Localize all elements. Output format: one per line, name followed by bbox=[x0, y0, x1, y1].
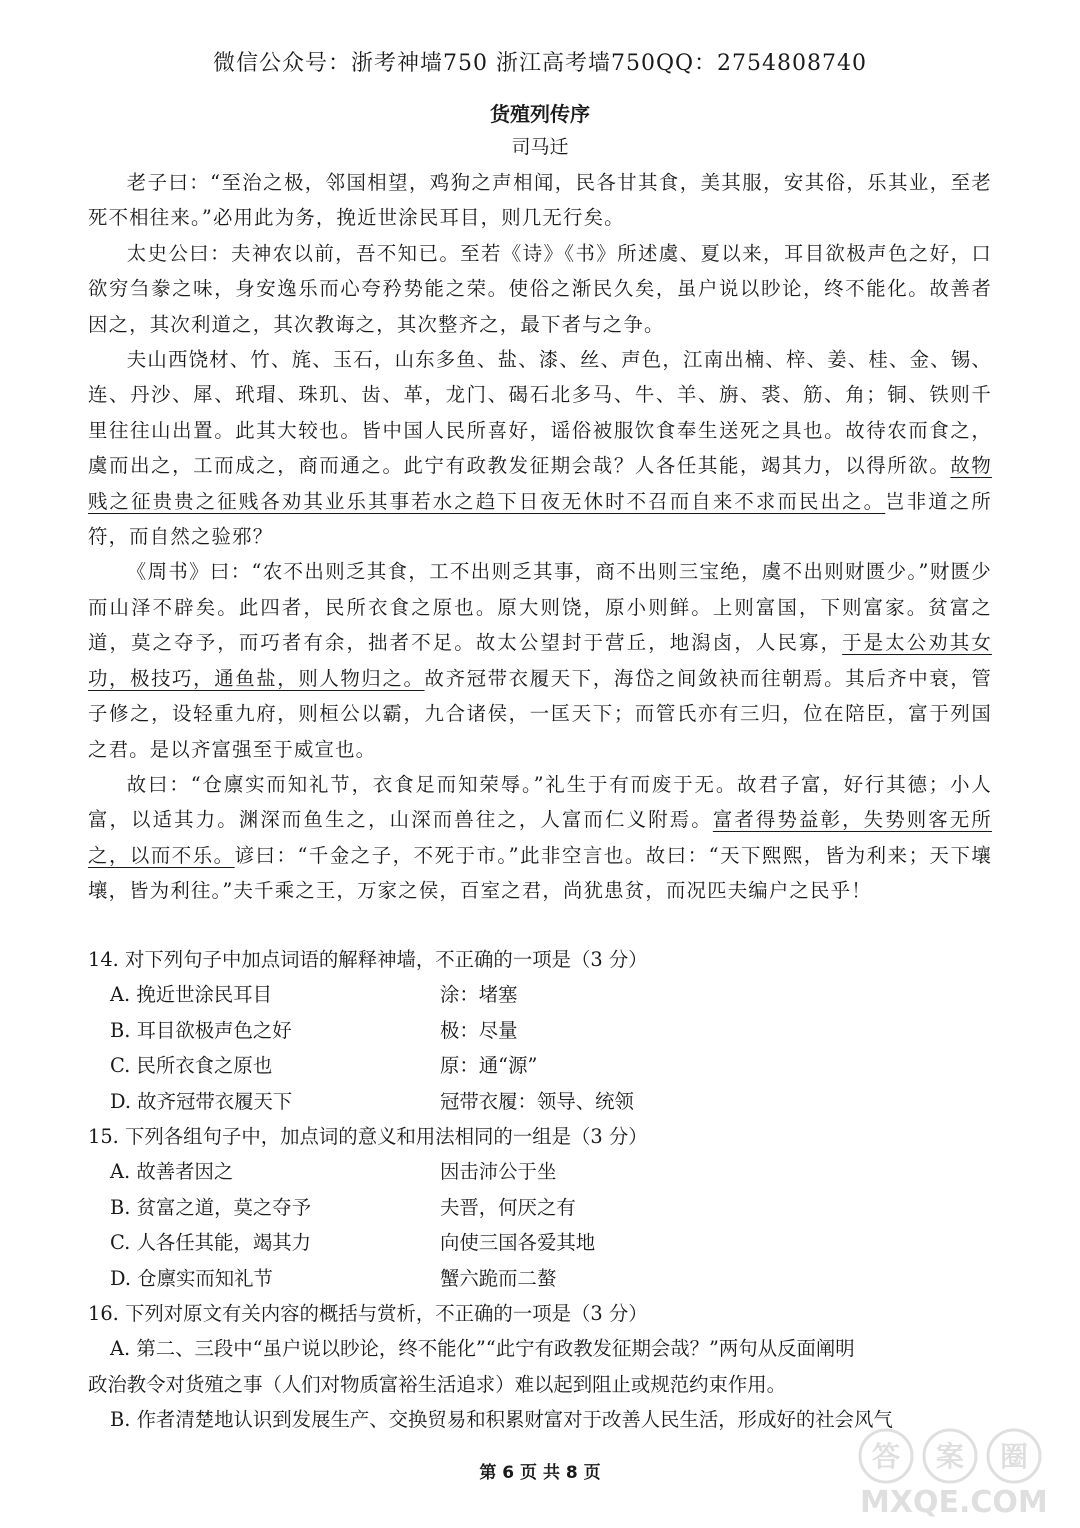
option-right: 夫晋，何厌之有 bbox=[440, 1195, 576, 1219]
question-15-option-a bbox=[88, 1154, 998, 1189]
svg-text:MXQE.COM: MXQE.COM bbox=[860, 1485, 1048, 1520]
question-15-option-c bbox=[88, 1225, 998, 1260]
question-15-option-b bbox=[88, 1190, 998, 1225]
option-left: C. 人各任其能，竭其力 bbox=[110, 1231, 311, 1255]
paragraph-4-text: 《周书》曰：“农不出则乏其食，工不出则乏其事，商不出则三宝绝，虞不出则财匮少。”财匮少而山泽不辟矣。此四者，民所衣食之原也。原大则饶，原小则鲜。上则富国，下则富家。贫富之道，莫之夺予，而巧者有余，拙者不足。故太公望封于营丘，地潟卤，人民寡， bbox=[88, 560, 992, 655]
question-16-option-b: B. 作者清楚地认识到发展生产、交换贸易和积累财富对于改善人民生活，形成好的社会风气 bbox=[110, 1408, 893, 1432]
underlined-sentence-1: 故物贱之征贵贵之征贱各劝其业乐其事若水之趋下日夜无休时不召而自来不求而民出之。 bbox=[88, 454, 992, 513]
question-14-option-d bbox=[88, 1084, 998, 1119]
question-15-option-d bbox=[88, 1261, 998, 1296]
paragraph-4-tail: 故齐冠带衣履天下，海岱之间敛袂而往朝焉。其后齐中衰，管子修之，设轻重九府，则桓公以霸，九合诸侯，一匡天下；而管氏亦有三归，位在陪臣，富于列国之君。是以齐富强至于威宣也。 bbox=[88, 666, 993, 761]
page-footer: 第 6 页 共 8 页 bbox=[479, 1463, 601, 1483]
option-left: B. 耳目欲极声色之好 bbox=[110, 1018, 292, 1042]
paragraph-5 bbox=[88, 767, 992, 909]
option-right: 原：通“源” bbox=[440, 1054, 538, 1078]
option-left: D. 仓廪实而知礼节 bbox=[110, 1266, 273, 1290]
option-left: A. 挽近世涂民耳目 bbox=[110, 983, 273, 1007]
option-left: B. 贫富之道，莫之夺予 bbox=[110, 1195, 312, 1219]
question-14-option-b bbox=[88, 1013, 998, 1048]
paragraph-4 bbox=[88, 554, 992, 766]
watermark-logo bbox=[850, 1420, 1060, 1520]
paragraph-3 bbox=[88, 342, 992, 554]
article-body bbox=[88, 165, 992, 909]
questions-section bbox=[88, 942, 998, 1438]
paragraph-2: 太史公曰：夫神农以前，吾不知已。至若《诗》《书》所述虞、夏以来，耳目欲极声色之好，口欲穷刍豢之味，身安逸乐而心夸矜势能之荣。使俗之渐民久矣，虽户说以眇论，终不能化。故善者因之，其次利道之，其次教诲之，其次整齐之，最下者与之争。 bbox=[88, 241, 992, 336]
question-14-option-c bbox=[88, 1048, 998, 1083]
option-right: 涂：堵塞 bbox=[440, 983, 518, 1007]
question-15-stem: 15. 下列各组句子中，加点词的意义和用法相同的一组是（3 分） bbox=[88, 1125, 648, 1149]
option-left: D. 故齐冠带衣履天下 bbox=[110, 1089, 293, 1113]
article-author: 司马迁 bbox=[511, 136, 569, 158]
svg-text:案: 案 bbox=[936, 1440, 965, 1473]
question-16-option-a-cont: 政治教令对货殖之事（人们对物质富裕生活追求）难以起到阻止或规范约束作用。 bbox=[88, 1372, 787, 1396]
paragraph-3-text: 夫山西饶材、竹、旄、玉石，山东多鱼、盐、漆、丝、声色，江南出楠、梓、姜、桂、金、锡、连、丹沙、犀、玳瑁、珠玑、齿、革，龙门、碣石北多马、牛、羊、旃、裘、筋、角；铜、铁则千里往往山出置。此其大较也。皆中国人民所喜好，谣俗被服饮食奉生送死之具也。故待农而食之，虞而出之，工而成之，商而通之。此宁有政教发征期会哉？人各任其能，竭其力，以得所欲。 bbox=[88, 348, 992, 478]
svg-text:圈: 圈 bbox=[1000, 1440, 1029, 1473]
question-14-stem: 14. 对下列句子中加点词语的解释神墙，不正确的一项是（3 分） bbox=[88, 948, 648, 971]
question-16-option-a: A. 第二、三段中“虽户说以眇论，终不能化”“此宁有政教发征期会哉？”两句从反面阐明 bbox=[110, 1337, 855, 1361]
option-right: 因击沛公于坐 bbox=[440, 1160, 557, 1184]
option-left: C. 民所衣食之原也 bbox=[110, 1054, 273, 1078]
option-right: 冠带衣履：领导、统领 bbox=[440, 1089, 634, 1113]
paragraph-3-tail: 岂非道之所符，而自然之验邪？ bbox=[88, 489, 992, 549]
header-banner: 微信公众号：浙考神墙750 浙江高考墙750QQ：2754808740 bbox=[212, 51, 868, 76]
option-right: 向使三国各爱其地 bbox=[440, 1231, 596, 1255]
underlined-sentence-2: 于是太公劝其女功，极技巧，通鱼盐，则人物归之。 bbox=[88, 631, 992, 690]
underlined-sentence-3: 富者得势益彰，失势则客无所之，以而不乐。 bbox=[88, 808, 992, 867]
option-right: 蟹六跪而二螯 bbox=[440, 1266, 557, 1290]
paragraph-5-tail: 谚曰：“千金之子，不死于市。”此非空言也。故曰：“天下熙熙，皆为利来；天下壤壤，皆为利往。”夫千乘之王，万家之侯，百室之君，尚犹患贫，而况匹夫编户之民乎！ bbox=[88, 843, 992, 903]
question-14-option-a bbox=[88, 977, 998, 1012]
question-16-stem: 16. 下列对原文有关内容的概括与赏析，不正确的一项是（3 分） bbox=[88, 1302, 648, 1326]
option-right: 极：尽量 bbox=[440, 1018, 518, 1042]
paragraph-1: 老子曰：“至治之极，邻国相望，鸡狗之声相闻，民各甘其食，美其服，安其俗，乐其业，至老死不相往来。”必用此为务，挽近世涂民耳目，则几无行矣。 bbox=[88, 171, 992, 230]
svg-text:答: 答 bbox=[872, 1440, 901, 1473]
option-left: A. 故善者因之 bbox=[110, 1160, 234, 1184]
paragraph-5-text: 故曰：“仓廪实而知礼节，衣食足而知荣辱。”礼生于有而废于无。故君子富，好行其德；小人富，以适其力。渊深而鱼生之，山深而兽往之，人富而仁义附焉。 bbox=[88, 772, 992, 832]
article-title: 货殖列传序 bbox=[490, 102, 590, 126]
